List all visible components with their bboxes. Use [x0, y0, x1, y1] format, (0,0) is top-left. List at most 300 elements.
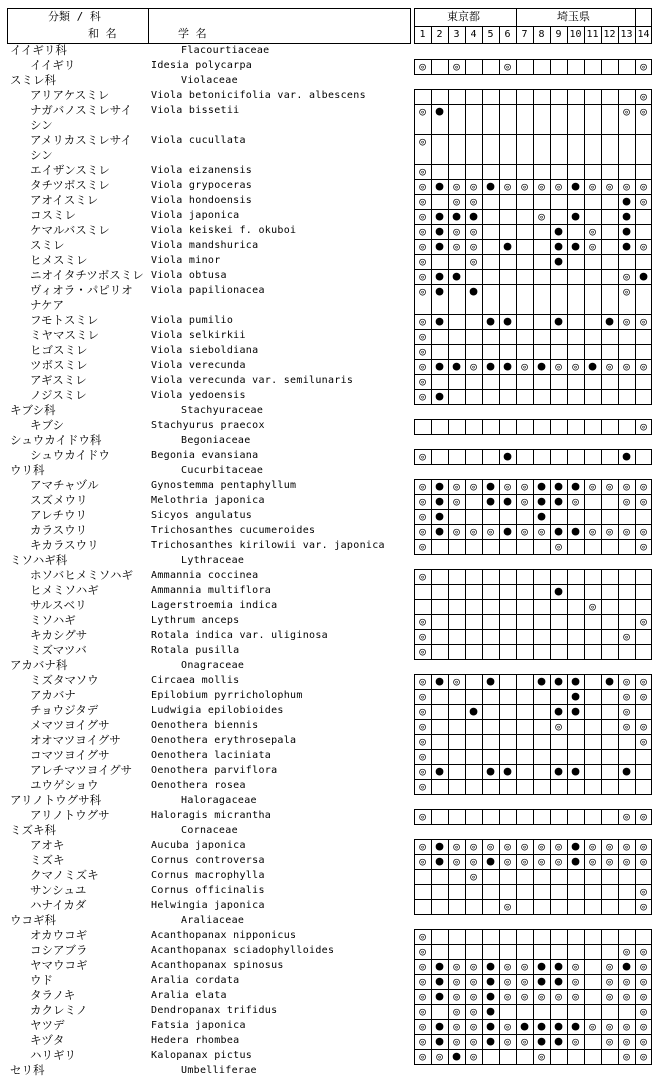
japanese-name: ヤマウコギ: [30, 958, 88, 972]
filled-circle-mark: ●: [503, 239, 512, 254]
double-circle-mark: ◎: [623, 1035, 630, 1048]
filled-circle-mark: ●: [435, 479, 444, 494]
scientific-name: Idesia polycarpa: [151, 60, 253, 71]
double-circle-mark: ◎: [419, 1050, 426, 1063]
japanese-name: アリアケスミレ: [30, 88, 110, 102]
family-row: [0, 403, 657, 418]
double-circle-mark: ◎: [521, 1035, 528, 1048]
double-circle-mark: ◎: [555, 720, 562, 733]
double-circle-mark: ◎: [521, 975, 528, 988]
family-scientific-name: Cucurbitaceae: [181, 465, 264, 476]
double-circle-mark: ◎: [470, 1020, 477, 1033]
double-circle-mark: ◎: [419, 180, 426, 193]
scientific-name: Hedera rhombea: [151, 1035, 240, 1046]
double-circle-mark: ◎: [623, 630, 630, 643]
double-circle-mark: ◎: [640, 900, 647, 913]
occurrence-grid: [414, 419, 652, 435]
filled-circle-mark: ●: [452, 359, 461, 374]
family-name: ウリ科: [10, 463, 45, 477]
double-circle-mark: ◎: [419, 525, 426, 538]
scientific-name: Gynostemma pentaphyllum: [151, 480, 297, 491]
double-circle-mark: ◎: [640, 540, 647, 553]
japanese-name: ヒゴスミレ: [30, 343, 88, 357]
scientific-name: Viola sieboldiana: [151, 345, 259, 356]
double-circle-mark: ◎: [640, 480, 647, 493]
filled-circle-mark: ●: [435, 269, 444, 284]
header-scientific-name-label: 学 名: [178, 27, 207, 40]
scientific-name: Trichosanthes kirilowii var. japonica: [151, 540, 385, 551]
double-circle-mark: ◎: [521, 990, 528, 1003]
double-circle-mark: ◎: [470, 840, 477, 853]
double-circle-mark: ◎: [521, 960, 528, 973]
japanese-name: カクレミノ: [30, 1003, 88, 1017]
japanese-name: スミレ: [30, 238, 65, 252]
double-circle-mark: ◎: [419, 630, 426, 643]
filled-circle-mark: ●: [486, 479, 495, 494]
double-circle-mark: ◎: [504, 960, 511, 973]
double-circle-mark: ◎: [623, 1050, 630, 1063]
double-circle-mark: ◎: [504, 180, 511, 193]
filled-circle-mark: ●: [486, 1004, 495, 1019]
japanese-name: シン: [30, 118, 53, 132]
filled-circle-mark: ●: [571, 524, 580, 539]
scientific-name: Viola verecunda: [151, 360, 246, 371]
filled-circle-mark: ●: [622, 764, 631, 779]
filled-circle-mark: ●: [554, 224, 563, 239]
site-number: 14: [637, 29, 650, 40]
scientific-name: Ludwigia epilobioides: [151, 705, 284, 716]
scientific-name: Epilobium pyrricholophum: [151, 690, 303, 701]
filled-circle-mark: ●: [469, 704, 478, 719]
double-circle-mark: ◎: [521, 840, 528, 853]
site-number: 11: [586, 29, 599, 40]
double-circle-mark: ◎: [470, 225, 477, 238]
japanese-name: アマチャヅル: [30, 478, 99, 492]
filled-circle-mark: ●: [554, 494, 563, 509]
japanese-name: ナケア: [30, 298, 65, 312]
double-circle-mark: ◎: [470, 480, 477, 493]
double-circle-mark: ◎: [555, 540, 562, 553]
double-circle-mark: ◎: [640, 1050, 647, 1063]
double-circle-mark: ◎: [504, 855, 511, 868]
japanese-name: ヤツデ: [30, 1018, 65, 1032]
scientific-name: Viola selkirkii: [151, 330, 246, 341]
double-circle-mark: ◎: [419, 810, 426, 823]
filled-circle-mark: ●: [571, 479, 580, 494]
double-circle-mark: ◎: [623, 690, 630, 703]
double-circle-mark: ◎: [640, 240, 647, 253]
filled-circle-mark: ●: [435, 179, 444, 194]
double-circle-mark: ◎: [640, 735, 647, 748]
double-circle-mark: ◎: [572, 1035, 579, 1048]
double-circle-mark: ◎: [419, 60, 426, 73]
japanese-name: キヅタ: [30, 1033, 65, 1047]
double-circle-mark: ◎: [640, 840, 647, 853]
site-number: 2: [436, 29, 443, 40]
filled-circle-mark: ●: [554, 674, 563, 689]
scientific-name: Fatsia japonica: [151, 1020, 246, 1031]
double-circle-mark: ◎: [419, 645, 426, 658]
filled-circle-mark: ●: [486, 989, 495, 1004]
double-circle-mark: ◎: [572, 495, 579, 508]
double-circle-mark: ◎: [419, 360, 426, 373]
filled-circle-mark: ●: [537, 1019, 546, 1034]
family-row: [0, 823, 657, 838]
filled-circle-mark: ●: [554, 974, 563, 989]
filled-circle-mark: ●: [435, 854, 444, 869]
double-circle-mark: ◎: [589, 840, 596, 853]
japanese-name: ミソハギ: [30, 613, 76, 627]
double-circle-mark: ◎: [606, 1020, 613, 1033]
double-circle-mark: ◎: [504, 975, 511, 988]
double-circle-mark: ◎: [640, 960, 647, 973]
double-circle-mark: ◎: [623, 1020, 630, 1033]
double-circle-mark: ◎: [453, 840, 460, 853]
filled-circle-mark: ●: [605, 314, 614, 329]
japanese-name: アリノトウグサ: [30, 808, 110, 822]
japanese-name: ウド: [30, 973, 53, 987]
site-number: 12: [603, 29, 616, 40]
double-circle-mark: ◎: [453, 180, 460, 193]
double-circle-mark: ◎: [419, 705, 426, 718]
double-circle-mark: ◎: [521, 525, 528, 538]
filled-circle-mark: ●: [554, 239, 563, 254]
japanese-name: ナガバノスミレサイ: [30, 103, 133, 117]
double-circle-mark: ◎: [589, 855, 596, 868]
scientific-name: Viola minor: [151, 255, 221, 266]
japanese-name: ツボスミレ: [30, 358, 88, 372]
double-circle-mark: ◎: [419, 240, 426, 253]
double-circle-mark: ◎: [521, 480, 528, 493]
scientific-name: Oenothera erythrosepala: [151, 735, 297, 746]
double-circle-mark: ◎: [419, 540, 426, 553]
double-circle-mark: ◎: [538, 1050, 545, 1063]
filled-circle-mark: ●: [435, 764, 444, 779]
japanese-name: キカシグサ: [30, 628, 88, 642]
scientific-name: Oenothera laciniata: [151, 750, 272, 761]
family-name: キブシ科: [10, 403, 56, 417]
occurrence-grid: [414, 569, 652, 660]
double-circle-mark: ◎: [419, 945, 426, 958]
filled-circle-mark: ●: [571, 854, 580, 869]
double-circle-mark: ◎: [640, 675, 647, 688]
double-circle-mark: ◎: [640, 195, 647, 208]
family-scientific-name: Violaceae: [181, 75, 238, 86]
japanese-name: アオキ: [30, 838, 65, 852]
filled-circle-mark: ●: [520, 1019, 529, 1034]
double-circle-mark: ◎: [453, 960, 460, 973]
japanese-name: ノジスミレ: [30, 388, 87, 402]
scientific-name: Acanthopanax spinosus: [151, 960, 284, 971]
double-circle-mark: ◎: [623, 525, 630, 538]
double-circle-mark: ◎: [419, 1005, 426, 1018]
double-circle-mark: ◎: [623, 840, 630, 853]
double-circle-mark: ◎: [470, 870, 477, 883]
double-circle-mark: ◎: [470, 525, 477, 538]
double-circle-mark: ◎: [640, 525, 647, 538]
double-circle-mark: ◎: [504, 840, 511, 853]
scientific-name: Viola cucullata: [151, 135, 246, 146]
double-circle-mark: ◎: [589, 225, 596, 238]
filled-circle-mark: ●: [554, 764, 563, 779]
scientific-name: Lagerstroemia indica: [151, 600, 278, 611]
scientific-name: Ammannia coccinea: [151, 570, 259, 581]
double-circle-mark: ◎: [436, 1050, 443, 1063]
double-circle-mark: ◎: [419, 1035, 426, 1048]
scientific-name: Aralia elata: [151, 990, 227, 1001]
japanese-name: アレチウリ: [30, 508, 88, 522]
double-circle-mark: ◎: [538, 180, 545, 193]
double-circle-mark: ◎: [572, 960, 579, 973]
filled-circle-mark: ●: [554, 704, 563, 719]
double-circle-mark: ◎: [419, 735, 426, 748]
double-circle-mark: ◎: [640, 360, 647, 373]
double-circle-mark: ◎: [419, 375, 426, 388]
double-circle-mark: ◎: [538, 855, 545, 868]
scientific-name: Aralia cordata: [151, 975, 240, 986]
occurrence-grid: [414, 839, 652, 915]
filled-circle-mark: ●: [622, 449, 631, 464]
japanese-name: アカバナ: [30, 688, 76, 702]
double-circle-mark: ◎: [419, 690, 426, 703]
region-saitama-label: 埼玉県: [557, 10, 590, 23]
double-circle-mark: ◎: [419, 840, 426, 853]
japanese-name: アレチマツヨイグサ: [30, 763, 133, 777]
double-circle-mark: ◎: [640, 420, 647, 433]
filled-circle-mark: ●: [486, 179, 495, 194]
family-name: アカバナ科: [10, 658, 68, 672]
double-circle-mark: ◎: [419, 195, 426, 208]
filled-circle-mark: ●: [537, 509, 546, 524]
scientific-name: Viola eizanensis: [151, 165, 253, 176]
filled-circle-mark: ●: [486, 959, 495, 974]
japanese-name: ハリギリ: [30, 1048, 76, 1062]
japanese-name: メマツヨイグサ: [30, 718, 110, 732]
filled-circle-mark: ●: [571, 209, 580, 224]
filled-circle-mark: ●: [435, 974, 444, 989]
occurrence-grid: [414, 809, 652, 825]
family-scientific-name: Lythraceae: [181, 555, 245, 566]
header-japanese-name-label: 和 名: [88, 27, 117, 40]
double-circle-mark: ◎: [419, 780, 426, 793]
double-circle-mark: ◎: [419, 615, 426, 628]
double-circle-mark: ◎: [419, 255, 426, 268]
japanese-name: オカウコギ: [30, 928, 88, 942]
scientific-name: Lythrum anceps: [151, 615, 240, 626]
double-circle-mark: ◎: [623, 975, 630, 988]
double-circle-mark: ◎: [419, 750, 426, 763]
double-circle-mark: ◎: [419, 345, 426, 358]
double-circle-mark: ◎: [640, 720, 647, 733]
double-circle-mark: ◎: [453, 225, 460, 238]
filled-circle-mark: ●: [622, 959, 631, 974]
scientific-name: Haloragis micrantha: [151, 810, 272, 821]
filled-circle-mark: ●: [435, 239, 444, 254]
family-name: アリノトウグサ科: [10, 793, 102, 807]
japanese-name: ヴィオラ・パピリオ: [30, 283, 133, 297]
filled-circle-mark: ●: [435, 509, 444, 524]
filled-circle-mark: ●: [469, 209, 478, 224]
double-circle-mark: ◎: [623, 675, 630, 688]
double-circle-mark: ◎: [453, 1020, 460, 1033]
scientific-name: Dendropanax trifidus: [151, 1005, 278, 1016]
filled-circle-mark: ●: [503, 764, 512, 779]
filled-circle-mark: ●: [435, 359, 444, 374]
double-circle-mark: ◎: [419, 225, 426, 238]
family-name: ウコギ科: [10, 913, 56, 927]
double-circle-mark: ◎: [504, 900, 511, 913]
double-circle-mark: ◎: [470, 360, 477, 373]
double-circle-mark: ◎: [640, 180, 647, 193]
double-circle-mark: ◎: [623, 810, 630, 823]
scientific-name: Oenothera rosea: [151, 780, 246, 791]
double-circle-mark: ◎: [589, 240, 596, 253]
double-circle-mark: ◎: [623, 360, 630, 373]
family-scientific-name: Begoniaceae: [181, 435, 251, 446]
site-number: 7: [521, 29, 528, 40]
double-circle-mark: ◎: [606, 990, 613, 1003]
double-circle-mark: ◎: [555, 855, 562, 868]
japanese-name: コシアブラ: [30, 943, 88, 957]
japanese-name: キカラスウリ: [30, 538, 99, 552]
double-circle-mark: ◎: [606, 360, 613, 373]
double-circle-mark: ◎: [419, 1020, 426, 1033]
family-scientific-name: Haloragaceae: [181, 795, 257, 806]
double-circle-mark: ◎: [470, 960, 477, 973]
filled-circle-mark: ●: [537, 959, 546, 974]
scientific-name: Aucuba japonica: [151, 840, 246, 851]
japanese-name: フモトスミレ: [30, 313, 99, 327]
scientific-name: Oenothera parviflora: [151, 765, 278, 776]
double-circle-mark: ◎: [640, 885, 647, 898]
filled-circle-mark: ●: [486, 1019, 495, 1034]
filled-circle-mark: ●: [588, 359, 597, 374]
double-circle-mark: ◎: [470, 195, 477, 208]
double-circle-mark: ◎: [419, 285, 426, 298]
filled-circle-mark: ●: [503, 524, 512, 539]
double-circle-mark: ◎: [470, 1050, 477, 1063]
filled-circle-mark: ●: [435, 989, 444, 1004]
family-row: [0, 1063, 657, 1078]
double-circle-mark: ◎: [487, 525, 494, 538]
double-circle-mark: ◎: [504, 480, 511, 493]
double-circle-mark: ◎: [623, 270, 630, 283]
japanese-name: ニオイタチツボスミレ: [30, 268, 144, 282]
double-circle-mark: ◎: [453, 1035, 460, 1048]
double-circle-mark: ◎: [640, 105, 647, 118]
family-scientific-name: Stachyuraceae: [181, 405, 264, 416]
scientific-name: Cornus officinalis: [151, 885, 265, 896]
scientific-name: Acanthopanax nipponicus: [151, 930, 297, 941]
region-tokyo-label: 東京都: [447, 10, 480, 23]
site-number: 3: [453, 29, 460, 40]
scientific-name: Viola grypoceras: [151, 180, 253, 191]
filled-circle-mark: ●: [571, 764, 580, 779]
japanese-name: アメリカスミレサイ: [30, 133, 132, 147]
double-circle-mark: ◎: [623, 990, 630, 1003]
japanese-name: シュウカイドウ: [30, 448, 110, 462]
double-circle-mark: ◎: [555, 180, 562, 193]
double-circle-mark: ◎: [640, 1035, 647, 1048]
filled-circle-mark: ●: [503, 314, 512, 329]
filled-circle-mark: ●: [537, 359, 546, 374]
filled-circle-mark: ●: [554, 524, 563, 539]
double-circle-mark: ◎: [419, 855, 426, 868]
filled-circle-mark: ●: [622, 224, 631, 239]
double-circle-mark: ◎: [419, 390, 426, 403]
family-row: [0, 553, 657, 568]
japanese-name: ハナイカダ: [30, 898, 87, 912]
filled-circle-mark: ●: [503, 359, 512, 374]
japanese-name: ミズタマソウ: [30, 673, 99, 687]
filled-circle-mark: ●: [571, 704, 580, 719]
filled-circle-mark: ●: [554, 584, 563, 599]
family-row: [0, 463, 657, 478]
double-circle-mark: ◎: [640, 60, 647, 73]
double-circle-mark: ◎: [504, 1035, 511, 1048]
double-circle-mark: ◎: [419, 450, 426, 463]
filled-circle-mark: ●: [554, 1019, 563, 1034]
double-circle-mark: ◎: [470, 1005, 477, 1018]
filled-circle-mark: ●: [554, 959, 563, 974]
double-circle-mark: ◎: [606, 840, 613, 853]
japanese-name: エイザンスミレ: [30, 163, 110, 177]
family-row: [0, 793, 657, 808]
family-name: スミレ科: [10, 73, 56, 87]
double-circle-mark: ◎: [572, 360, 579, 373]
site-number: 5: [487, 29, 494, 40]
double-circle-mark: ◎: [453, 60, 460, 73]
filled-circle-mark: ●: [554, 254, 563, 269]
double-circle-mark: ◎: [470, 990, 477, 1003]
filled-circle-mark: ●: [554, 479, 563, 494]
japanese-name: タラノキ: [30, 988, 76, 1002]
family-row: [0, 73, 657, 88]
japanese-name: ヒメミソハギ: [30, 583, 99, 597]
scientific-name: Viola papilionacea: [151, 285, 265, 296]
double-circle-mark: ◎: [419, 495, 426, 508]
scientific-name: Rotala pusilla: [151, 645, 240, 656]
double-circle-mark: ◎: [555, 840, 562, 853]
scientific-name: Circaea mollis: [151, 675, 240, 686]
japanese-name: ミヤマスミレ: [30, 328, 99, 342]
filled-circle-mark: ●: [435, 104, 444, 119]
scientific-name: Stachyurus praecox: [151, 420, 265, 431]
double-circle-mark: ◎: [606, 480, 613, 493]
japanese-name: サンシュユ: [30, 883, 87, 897]
filled-circle-mark: ●: [537, 674, 546, 689]
double-circle-mark: ◎: [470, 180, 477, 193]
filled-circle-mark: ●: [435, 1034, 444, 1049]
filled-circle-mark: ●: [639, 269, 648, 284]
double-circle-mark: ◎: [606, 1035, 613, 1048]
filled-circle-mark: ●: [571, 179, 580, 194]
occurrence-grid: [414, 59, 652, 75]
scientific-name: Viola betonicifolia var. albescens: [151, 90, 366, 101]
double-circle-mark: ◎: [419, 480, 426, 493]
double-circle-mark: ◎: [538, 525, 545, 538]
scientific-name: Viola mandshurica: [151, 240, 259, 251]
double-circle-mark: ◎: [521, 360, 528, 373]
double-circle-mark: ◎: [640, 975, 647, 988]
double-circle-mark: ◎: [453, 495, 460, 508]
double-circle-mark: ◎: [504, 990, 511, 1003]
occurrence-grid: [414, 479, 652, 555]
family-scientific-name: Umbelliferae: [181, 1065, 257, 1076]
filled-circle-mark: ●: [435, 1019, 444, 1034]
filled-circle-mark: ●: [503, 449, 512, 464]
site-number: 9: [555, 29, 562, 40]
